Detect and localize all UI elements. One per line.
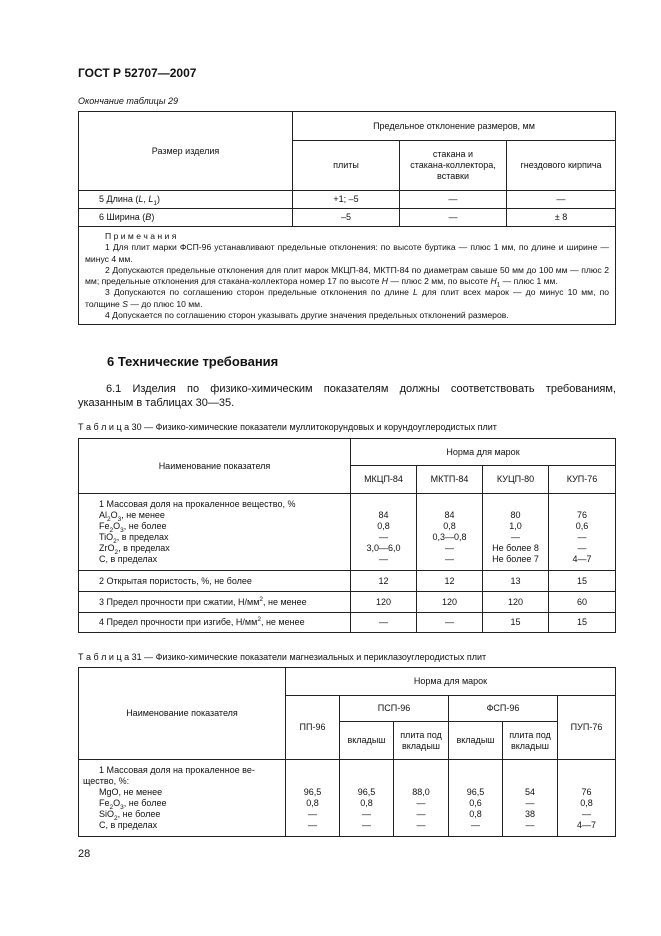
cell: 76 0,8 — 4—7: [558, 760, 616, 837]
table-row: [79, 592, 616, 613]
cell: 54 — 38 —: [503, 760, 558, 837]
section-paragraph: 6.1 Изделия по физико-химическим показателям должны соответствовать требованиям, указанным в таблицах 30—35.: [78, 383, 616, 409]
cell: 96,5 0,6 0,8 —: [449, 760, 503, 837]
note-4: 4 Допускается по соглашению сторон указывать другие значения предельных отклонений размеров.: [105, 310, 509, 321]
cell: ± 8: [507, 209, 616, 227]
cell: 88,0 — — —: [394, 760, 449, 837]
cell: +1; –5: [293, 191, 400, 209]
row-label: 1 Массовая доля на прокаленное ве- щество, %: MgO, не менее $Fe_2O_3$, не более SiO$_2$, не более C, в пределах: [79, 760, 286, 837]
col-plates-header: плиты: [293, 141, 400, 191]
page-number: 28: [78, 848, 91, 860]
table-row: [79, 760, 616, 837]
table31: [78, 667, 616, 837]
cell: 96,5 0,8 — —: [340, 760, 394, 837]
cell: 120: [351, 592, 417, 613]
sub-header-insert: вкладыш: [449, 722, 503, 760]
cell: 15: [483, 613, 549, 633]
col-glass-header: стакана и стакана-коллектора, вставки: [400, 141, 507, 191]
cell: 84 0,8 0,3—0,8 — —: [417, 494, 483, 571]
cell: 120: [417, 592, 483, 613]
note-1: 1 Для плит марки ФСП-96 устанавливают предельные отклонения: по высоте буртика — плюс 1 мм, по длине и ширине — минус 4 мм.: [85, 242, 610, 264]
table-row: [79, 209, 616, 227]
cell: 80 1,0 — Не более 8 Не более 7: [483, 494, 549, 571]
sub-header-insert: вкладыш: [340, 722, 394, 760]
cell: —: [400, 209, 507, 227]
col-pup-header: ПУП-76: [558, 696, 616, 760]
cell: —: [400, 191, 507, 209]
cell: 12: [351, 571, 417, 592]
col-nest-header: гнездового кирпича: [507, 141, 616, 191]
table-row: [79, 494, 616, 571]
table-row: [79, 191, 616, 209]
col-name-header: Наименование показателя: [79, 439, 351, 494]
col-header: КУЦП-80: [483, 466, 549, 494]
cell: 96,5 0,8 — —: [286, 760, 340, 837]
table-row: [79, 571, 616, 592]
table30-caption: Т а б л и ц а 30 — Физико-химические показатели муллитокорундовых и корундоуглеродистых плит: [78, 422, 497, 432]
table29-caption: Окончание таблицы 29: [78, 96, 178, 106]
row-label: 2 Открытая пористость, %, не более: [79, 571, 351, 592]
cell: 13: [483, 571, 549, 592]
cell: —: [507, 191, 616, 209]
col-header: МКТП-84: [417, 466, 483, 494]
col-name-header: Наименование показателя: [79, 668, 286, 760]
document-header: ГОСТ Р 52707—2007: [78, 66, 197, 80]
col-group-header: Предельное отклонение размеров, мм: [293, 112, 616, 141]
cell: 15: [549, 613, 616, 633]
note-3: 3 Допускаются по соглашению сторон предельные отклонения по длине L для плит всех марок — до минус 10 мм, по толщине S — до плюс 10 мм.: [85, 287, 610, 309]
row-label: 1 Массовая доля на прокаленное вещество, % $Al_2O_3$, не менее $Fe_2O_3$, не более TiO$_2$, в пределах ZrO$_2$, в пределах C, в пределах: [79, 494, 351, 571]
cell: 60: [549, 592, 616, 613]
col-header: МКЦП-84: [351, 466, 417, 494]
cell: 120: [483, 592, 549, 613]
table-row: [79, 613, 616, 633]
row-label: 3 Предел прочности при сжатии, $Н/мм^2$, не менее: [79, 592, 351, 613]
cell: —: [351, 613, 417, 633]
cell: 84 0,8 — 3,0—6,0 —: [351, 494, 417, 571]
row-label: 4 Предел прочности при изгибе, $Н/мм^2$, не менее: [79, 613, 351, 633]
row-label: 6 Ширина (B): [79, 209, 293, 227]
cell: 76 0,6 — — 4—7: [549, 494, 616, 571]
cell: 12: [417, 571, 483, 592]
section-title: 6 Технические требования: [107, 354, 279, 369]
col-group-header: Норма для марок: [286, 668, 616, 696]
cell: —: [417, 613, 483, 633]
col-group-header: Норма для марок: [351, 439, 616, 466]
notes-title: П р и м е ч а н и я: [105, 231, 177, 241]
col-header: КУП-76: [549, 466, 616, 494]
col-item-header: Размер изделия: [79, 112, 293, 191]
sub-header-plate: плита под вкладыш: [503, 722, 558, 760]
col-fsp-header: ФСП-96: [449, 696, 558, 722]
cell: 15: [549, 571, 616, 592]
cell: –5: [293, 209, 400, 227]
table31-caption: Т а б л и ц а 31 — Физико-химические показатели магнезиальных и периклазоуглеродистых плит: [78, 652, 487, 662]
col-pp-header: ПП-96: [286, 696, 340, 760]
col-psp-header: ПСП-96: [340, 696, 449, 722]
sub-header-plate: плита под вкладыш: [394, 722, 449, 760]
row-label: 5 Длина (L, $L_1$): [79, 191, 293, 209]
note-2: 2 Допускаются предельные отклонения для плит марок МКЦП-84, МКТП-84 по диаметрам свыше 50 мм до 100 мм — плюс 2 мм; предельные отклонения для стакана-коллектора номер 17 по высоте H — плюс 2 мм, по высоте $H_1$ — плюс 1 мм.: [85, 264, 610, 289]
table29: [78, 111, 616, 325]
table29-notes: [79, 227, 616, 325]
table30: [78, 438, 616, 633]
